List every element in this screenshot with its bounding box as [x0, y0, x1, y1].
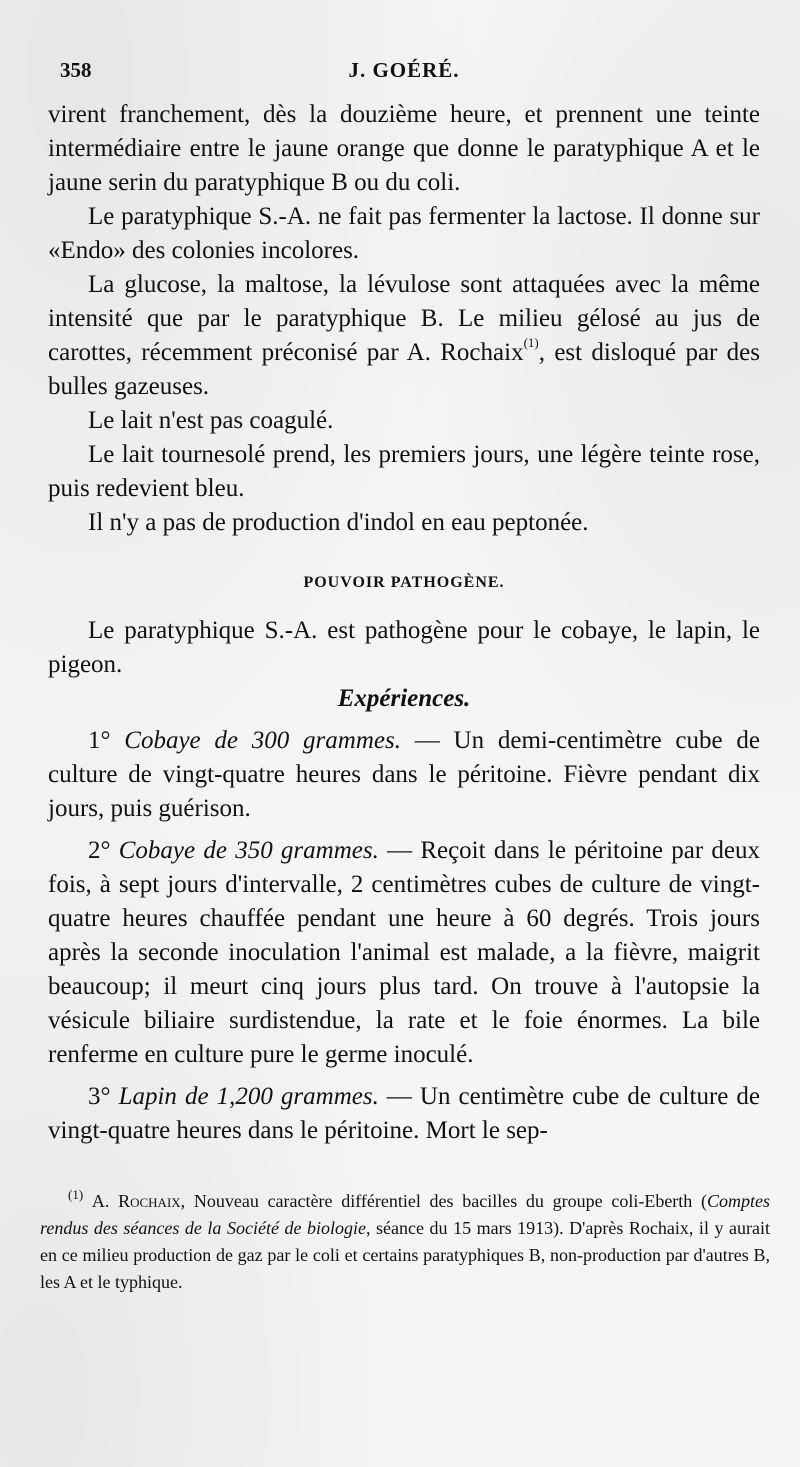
experiment-title: Cobaye de 300 grammes.	[124, 727, 401, 754]
footnote-text	[40, 1188, 770, 1296]
footnote-author: A. Rochaix	[91, 1191, 181, 1211]
experiment-number: 1°	[88, 727, 111, 754]
paragraph: Le paratyphique S.-A. est pathogène pour le cobaye, le lapin, le pigeon.	[48, 617, 760, 678]
footnote-text-part: , séance du 15 mars 1913). D'après Rochaix, il y aurait en ce milieu production de gaz par le coli et certains paratyphiques B, non-production par d'autres B, les A et le typhique.	[40, 1218, 770, 1292]
footnote-reference[interactable]: (1)	[523, 335, 539, 350]
footnote-marker: (1)	[68, 1187, 84, 1202]
paragraph-text: La glucose, la maltose, la lévulose sont attaquées avec la même intensité que par le paratyphique B. Le milieu gélosé au jus de carottes, récemment préconisé par A. Rochaix	[48, 271, 760, 366]
experiment-paragraph	[48, 834, 760, 1072]
paragraph: Le lait n'est pas coagulé.	[88, 407, 334, 434]
paragraph: Le paratyphique S.-A. ne fait pas fermenter la lactose. Il donne sur «Endo» des colonies incolores.	[48, 203, 760, 264]
experiment-number: 3°	[88, 1083, 111, 1110]
section-heading: POUVOIR PATHOGÈNE.	[303, 574, 505, 591]
experiment-paragraph	[48, 1080, 760, 1148]
paragraph: virent franchement, dès la douzième heure, et prennent une teinte intermédiaire entre le jaune orange que donne le paratyphique A et le jaune serin du paratyphique B ou du coli.	[48, 101, 760, 196]
footnote-journal: Comptes rendus des séances de la Société de biologie	[40, 1191, 771, 1238]
body-text	[48, 98, 760, 1148]
paragraph	[48, 268, 760, 404]
page-header	[60, 58, 748, 88]
running-title: J. GOÉRÉ.	[348, 58, 460, 82]
page-number: 358	[60, 58, 92, 82]
footnote-text-part: , Nouveau caractère différentiel des bacilles du groupe coli-Eberth (	[180, 1191, 708, 1211]
experiment-text: — Reçoit dans le péritoine par deux fois, à sept jours d'intervalle, 2 centimètres cubes de culture de vingt-quatre heures chauffée pendant une heure à 60 degrés. Trois jours après la seconde inoculation l'animal est malade, a la fièvre, maigrit beaucoup; il meurt cinq jours plus tard. On trouve à l'autopsie la vésicule biliaire surdistendue, la rate et le foie énormes. La bile renferme en culture pure le germe inoculé.	[48, 837, 761, 1068]
experiment-text: — Un centimètre cube de culture de vingt-quatre heures dans le péritoine. Mort le sep-	[48, 1083, 761, 1144]
experiment-text: — Un demi-centimètre cube de culture de vingt-quatre heures dans le péritoine. Fièvre pendant dix jours, puis guérison.	[48, 727, 760, 822]
paragraph: Le lait tournesolé prend, les premiers jours, une légère teinte rose, puis redevient bleu.	[48, 441, 760, 502]
footnote	[40, 1188, 770, 1296]
paragraph-text: , est disloqué par des bulles gazeuses.	[48, 339, 761, 400]
experiment-number: 2°	[88, 837, 111, 864]
experiment-paragraph	[48, 724, 760, 826]
experiment-title: Cobaye de 350 grammes.	[118, 837, 379, 864]
experiments-heading: Expériences.	[337, 685, 471, 712]
experiment-title: Lapin de 1,200 grammes.	[118, 1083, 379, 1110]
paragraph: Il n'y a pas de production d'indol en eau peptonée.	[88, 509, 589, 536]
